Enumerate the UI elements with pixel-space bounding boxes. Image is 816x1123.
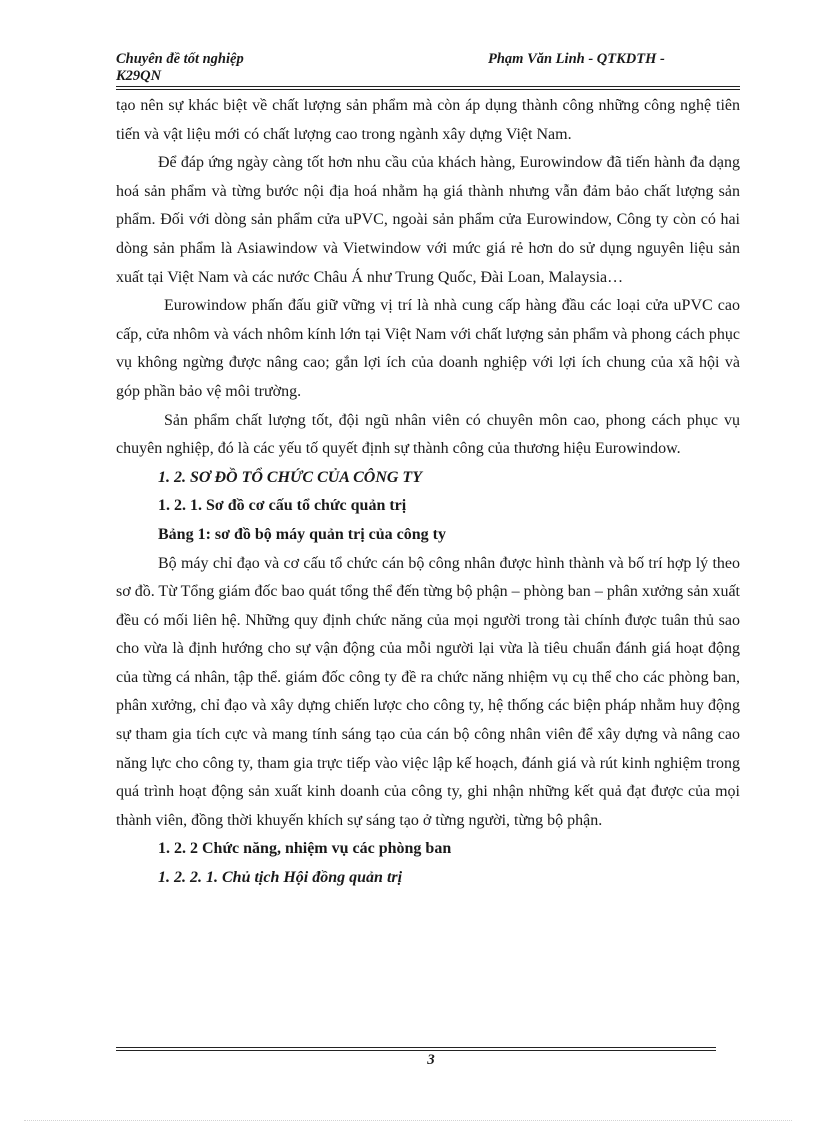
page-edge-guide	[24, 1120, 792, 1121]
footer-rule-bottom	[116, 1050, 716, 1051]
subsection-heading-1-2-2-1: 1. 2. 2. 1. Chủ tịch Hội đồng quản trị	[158, 869, 403, 887]
paragraph-continuation: tạo nên sự khác biệt về chất lượng sản phẩm mà còn áp dụng thành công những công nghệ tiên tiến và vật liệu mới có chất lượng cao trong ngành xây dựng Việt Nam.	[116, 97, 740, 143]
paragraph-market-position: Eurowindow phấn đấu giữ vững vị trí là nhà cung cấp hàng đầu các loại cửa uPVC cao cấp, cửa nhôm và vách nhôm kính lớn tại Việt Nam với chất lượng sản phẩm và phong cách phục vụ không ngừng được nâng cao; gắn lợi ích của doanh nghiệp với lợi ích chung của xã hội và góp phần bảo vệ môi trường.	[116, 297, 740, 400]
footer-rule-top	[116, 1047, 716, 1048]
page-header	[116, 51, 740, 85]
paragraph-management-structure: Bộ máy chỉ đạo và cơ cấu tổ chức cán bộ công nhân được hình thành và bố trí hợp lý theo sơ đồ. Từ Tổng giám đốc bao quát tổng thể đến từng bộ phận – phòng ban – phân xưởng sản xuất đều có mối liên hệ. Những quy định chức năng của mọi người trong tài chính được tuân thủ sao cho vừa là định hướng cho sự vận động của mỗi người lại vừa là tiêu chuẩn đánh giá hoạt động của từng cá nhân, tập thể. giám đốc công ty đề ra chức năng nhiệm vụ cụ thể cho các phòng ban, phân xưởng, chỉ đạo và xây dựng chiến lược cho công ty, hệ thống các biện pháp nhằm huy động sự tham gia tích cực và mang tính sáng tạo của cán bộ công nhân viên để xây dựng và nâng cao năng lực cho công ty, tham gia trực tiếp vào việc lập kế hoạch, đánh giá và rút kinh nghiệm trong quá trình hoạt động sản xuất kinh doanh của công ty, ghi nhận những kết quả đạt được của mọi thành viên, đồng thời khuyến khích sự sáng tạo ở từng người, từng bộ phận.	[116, 554, 740, 829]
section-heading: 1. 2. SƠ ĐỒ TỔ CHỨC CỦA CÔNG TY	[158, 468, 422, 486]
paragraph-product-diversification: Để đáp ứng ngày càng tốt hơn nhu cầu của khách hàng, Eurowindow đã tiến hành đa dạng hoá sản phẩm và từng bước nội địa hoá nhằm hạ giá thành nhưng vẫn đảm bảo chất lượng sản phẩm. Đối với dòng sản phẩm cửa uPVC, ngoài sản phẩm cửa Eurowindow, Công ty còn có hai dòng sản phẩm là Asiawindow và Vietwindow với mức giá rẻ hơn do sử dụng nguyên liệu sản xuất tại Việt Nam và các nước Châu Á như Trung Quốc, Đài Loan, Malaysia…	[116, 154, 740, 286]
header-document-type: Chuyên đề tốt nghiệp	[116, 51, 244, 67]
header-author: Phạm Văn Linh - QTKDTH -	[488, 51, 665, 67]
document-body	[116, 92, 740, 893]
subsection-heading-1-2-1: 1. 2. 1. Sơ đồ cơ cấu tổ chức quản trị	[158, 497, 407, 515]
header-rule-top	[116, 86, 740, 87]
header-class-code: K29QN	[116, 68, 162, 84]
paragraph-success-factors: Sản phẩm chất lượng tốt, đội ngũ nhân viên có chuyên môn cao, phong cách phục vụ chuyên nghiệp, đó là các yếu tố quyết định sự thành công của thương hiệu Eurowindow.	[116, 411, 740, 458]
page-number: 3	[427, 1052, 435, 1068]
subsection-heading-1-2-2: 1. 2. 2 Chức năng, nhiệm vụ các phòng ban	[158, 840, 452, 858]
header-rule-bottom	[116, 89, 740, 90]
table-caption: Bảng 1: sơ đồ bộ máy quản trị của công ty	[158, 525, 447, 543]
